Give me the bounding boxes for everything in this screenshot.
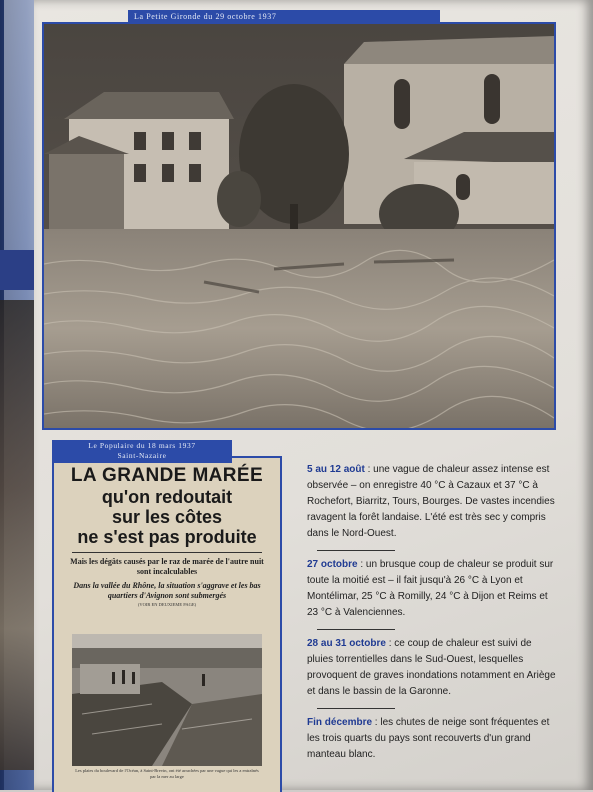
clipping-headline-3: sur les côtes <box>111 507 223 527</box>
clipping-rule <box>72 552 262 553</box>
clipping-headline-2: qu'on redoutait <box>101 487 233 507</box>
flood-photo-image <box>44 24 554 428</box>
left-page-blue-band <box>0 250 34 290</box>
entry-separator <box>317 708 395 709</box>
clipping-caption-line-1: Le Populaire du 18 mars 1937 <box>88 441 196 450</box>
clipping-caption <box>52 440 232 463</box>
left-page-photo-edge <box>0 300 34 770</box>
clipping-subhead-2: Dans la vallée du Rhône, la situation s'aggrave et les bas quartiers d'Avignon sont submergés <box>73 581 261 600</box>
clipping-subhead-3: (VOIR EN DEUXIEME PAGE) <box>137 602 197 607</box>
entry-date: Fin décembre <box>307 717 373 728</box>
clipping-headline-1: LA GRANDE MARÉE <box>70 465 264 486</box>
newspaper-clipping <box>52 456 282 792</box>
chronology-entry <box>307 715 557 763</box>
entry-date: 5 au 12 août <box>307 464 365 475</box>
entry-text: : une vague de chaleur assez intense est observée – on enregistre 40 °C à Cazaux et 37 °C à Rochefort, Biarritz, Tours, Bourges. De vastes incendies ravagent la forêt landaise. L'été est très sec y compris dans le Nord-Ouest. <box>307 464 555 539</box>
chronology-text <box>307 462 557 763</box>
entry-separator <box>317 629 395 630</box>
clipping-photo <box>72 634 262 766</box>
entry-separator <box>317 550 395 551</box>
top-photo-caption: La Petite Gironde du 29 octobre 1937 <box>128 10 440 24</box>
entry-text: : un brusque coup de chaleur se produit sur toute la moitié est – il fait jusqu'à 26 °C à Lyon et Montélimar, 25 °C à Romilly, 24 °C à Dijon et Reims et 23 °C à Valenciennes. <box>307 559 554 618</box>
clipping-caption-line-2: Saint-Nazaire <box>117 451 167 460</box>
chronology-entry <box>307 557 557 621</box>
clipping-photo-image <box>72 634 262 766</box>
entry-date: 28 au 31 octobre <box>307 638 386 649</box>
chronology-entry <box>307 636 557 700</box>
entry-date: 27 octobre <box>307 559 358 570</box>
clipping-subhead-1: Mais les dégâts causés par le raz de marée de l'autre nuit sont incalculables <box>70 557 264 576</box>
chronology-entry <box>307 462 557 542</box>
clipping-headline-4: ne s'est pas produite <box>77 527 257 547</box>
flood-photo <box>42 22 556 430</box>
entry-text: : ce coup de chaleur est suivi de pluies torrentielles dans le Sud-Ouest, lesquelles provoquent de graves inondations notamment en Ariège et dans le bassin de la Garonne. <box>307 638 556 697</box>
clipping-photo-caption: Les plaies du boulevard de l'Océan, à Saint-Brevin, ont été arrachées par une vague qui les a entraînés par la mer au large <box>75 768 259 779</box>
entry-text: : les chutes de neige sont fréquentes et les trois quarts du pays sont recouverts d'un grand manteau blanc. <box>307 717 550 760</box>
